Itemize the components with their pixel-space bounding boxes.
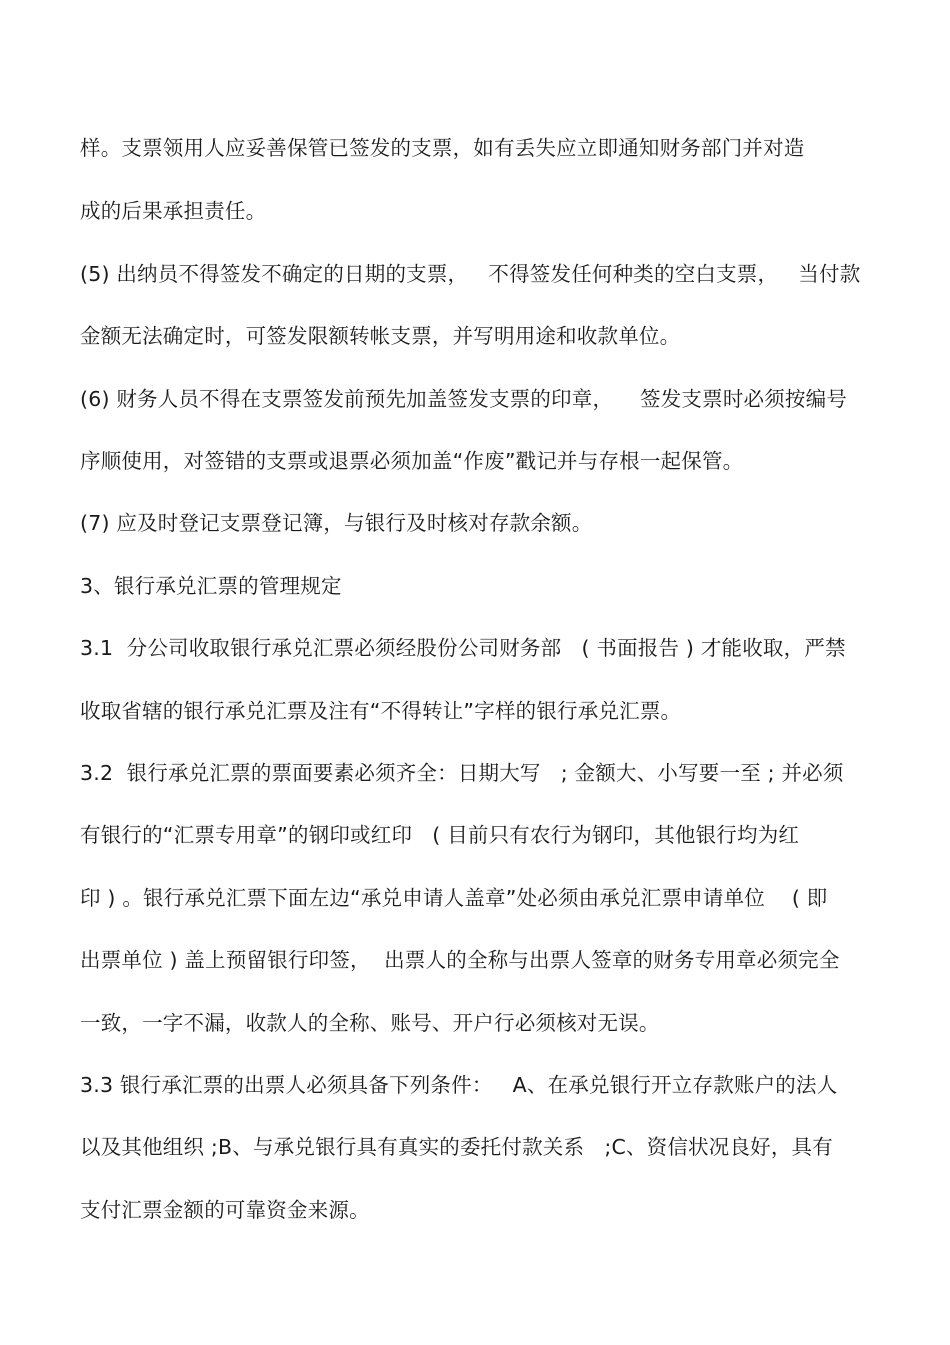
text-line: 一致，一字不漏，收款人的全称、账号、开户行必须核对无误。 (80, 1011, 660, 1035)
text-line: 有银行的“汇票专用章”的钢印或红印 ( 目前只有农行为钢印，其他银行均为红 (80, 823, 800, 847)
text-line: 金额无法确定时，可签发限额转帐支票，并写明用途和收款单位。 (80, 324, 681, 348)
text-line: 收取省辖的银行承兑汇票及注有“不得转让”字样的银行承兑汇票。 (80, 699, 682, 723)
text-line: (6) 财务人员不得在支票签发前预先加盖签发支票的印章， 签发支票时必须按编号 (80, 387, 848, 411)
section-heading: 3、银行承兑汇票的管理规定 (80, 574, 342, 598)
text-line: (5) 出纳员不得签发不确定的日期的支票， 不得签发任何种类的空白支票， 当付款 (80, 262, 861, 286)
text-line: 样。支票领用人应妥善保管已签发的支票，如有丢失应立即通知财务部门并对造 (80, 136, 805, 160)
text-line: 出票单位 ) 盖上预留银行印签， 出票人的全称与出票人签章的财务专用章必须完全 (80, 948, 840, 972)
text-line: 以及其他组织 ;B、与承兑银行具有真实的委托付款关系 ;C、资信状况良好，具有 (80, 1135, 833, 1159)
text-line: 3.2 银行承兑汇票的票面要素必须齐全：日期大写 ; 金额大、小写要一至 ; 并必须 (80, 761, 844, 785)
text-line: 印 ) 。银行承兑汇票下面左边“承兑申请人盖章”处必须由承兑汇票申请单位 ( 即 (80, 886, 828, 910)
text-line: 3.3 银行承汇票的出票人必须具备下列条件： A、在承兑银行开立存款账户的法人 (80, 1073, 838, 1097)
text-line: 3.1 分公司收取银行承兑汇票必须经股份公司财务部 ( 书面报告 ) 才能收取，严禁 (80, 636, 846, 660)
text-line: 成的后果承担责任。 (80, 199, 267, 223)
text-line: 序顺使用，对签错的支票或退票必须加盖“作废”戳记并与存根一起保管。 (80, 449, 744, 473)
text-line: (7) 应及时登记支票登记簿，与银行及时核对存款余额。 (80, 511, 593, 535)
text-line: 支付汇票金额的可靠资金来源。 (80, 1198, 370, 1222)
